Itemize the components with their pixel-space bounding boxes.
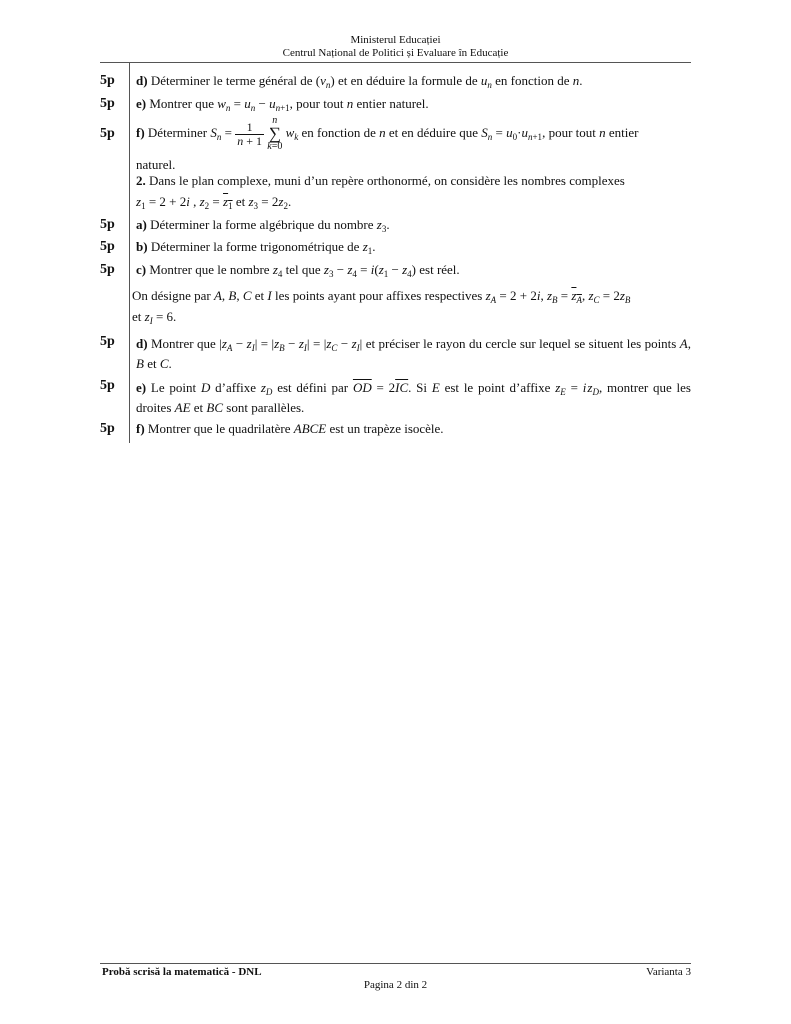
exercise-2-text: 2. Dans le plan complexe, muni d’un repère orthonormé, on considère les nombres complexes <box>136 173 625 188</box>
footer-rule <box>100 963 691 964</box>
item-1d-text: d) Déterminer le terme général de $(v_n)$ et en déduire la formule de $u_n$ en fonction de n. <box>136 73 583 90</box>
points-badge: 5p <box>100 96 115 111</box>
points-badge: 5p <box>100 262 115 277</box>
points-badge: 5p <box>100 239 115 254</box>
item-1f-text: f) Déterminer $S_n$ = $\frac{1}{n + 1}$ n ∑ k=0 $w_k$ en fonction de n et en déduire que $S_n = u_0\cdot u_{n+1}$, pour tout n entier <box>136 115 639 153</box>
points-badge: 5p <box>100 126 115 141</box>
points-badge: 5p <box>100 421 115 436</box>
footer-exam-title: Probă scrisă la matematică - DNL <box>102 966 262 978</box>
header-center: Centrul Național de Politici și Evaluare în Educație <box>282 47 509 59</box>
header-ministry: Ministerul Educației <box>350 34 441 46</box>
footer-page-number: Pagina 2 din 2 <box>363 979 428 991</box>
header-rule <box>100 62 691 63</box>
points-badge: 5p <box>100 73 115 88</box>
footer-variant: Varianta 3 <box>646 966 691 978</box>
points-badge: 5p <box>100 378 115 393</box>
points-column-rule <box>129 63 130 443</box>
points-badge: 5p <box>100 217 115 232</box>
points-badge: 5p <box>100 334 115 349</box>
item-1e-text: e) Montrer que $w_n = u_n - u_{n+1}$, pour tout n entier naturel. <box>136 96 429 113</box>
